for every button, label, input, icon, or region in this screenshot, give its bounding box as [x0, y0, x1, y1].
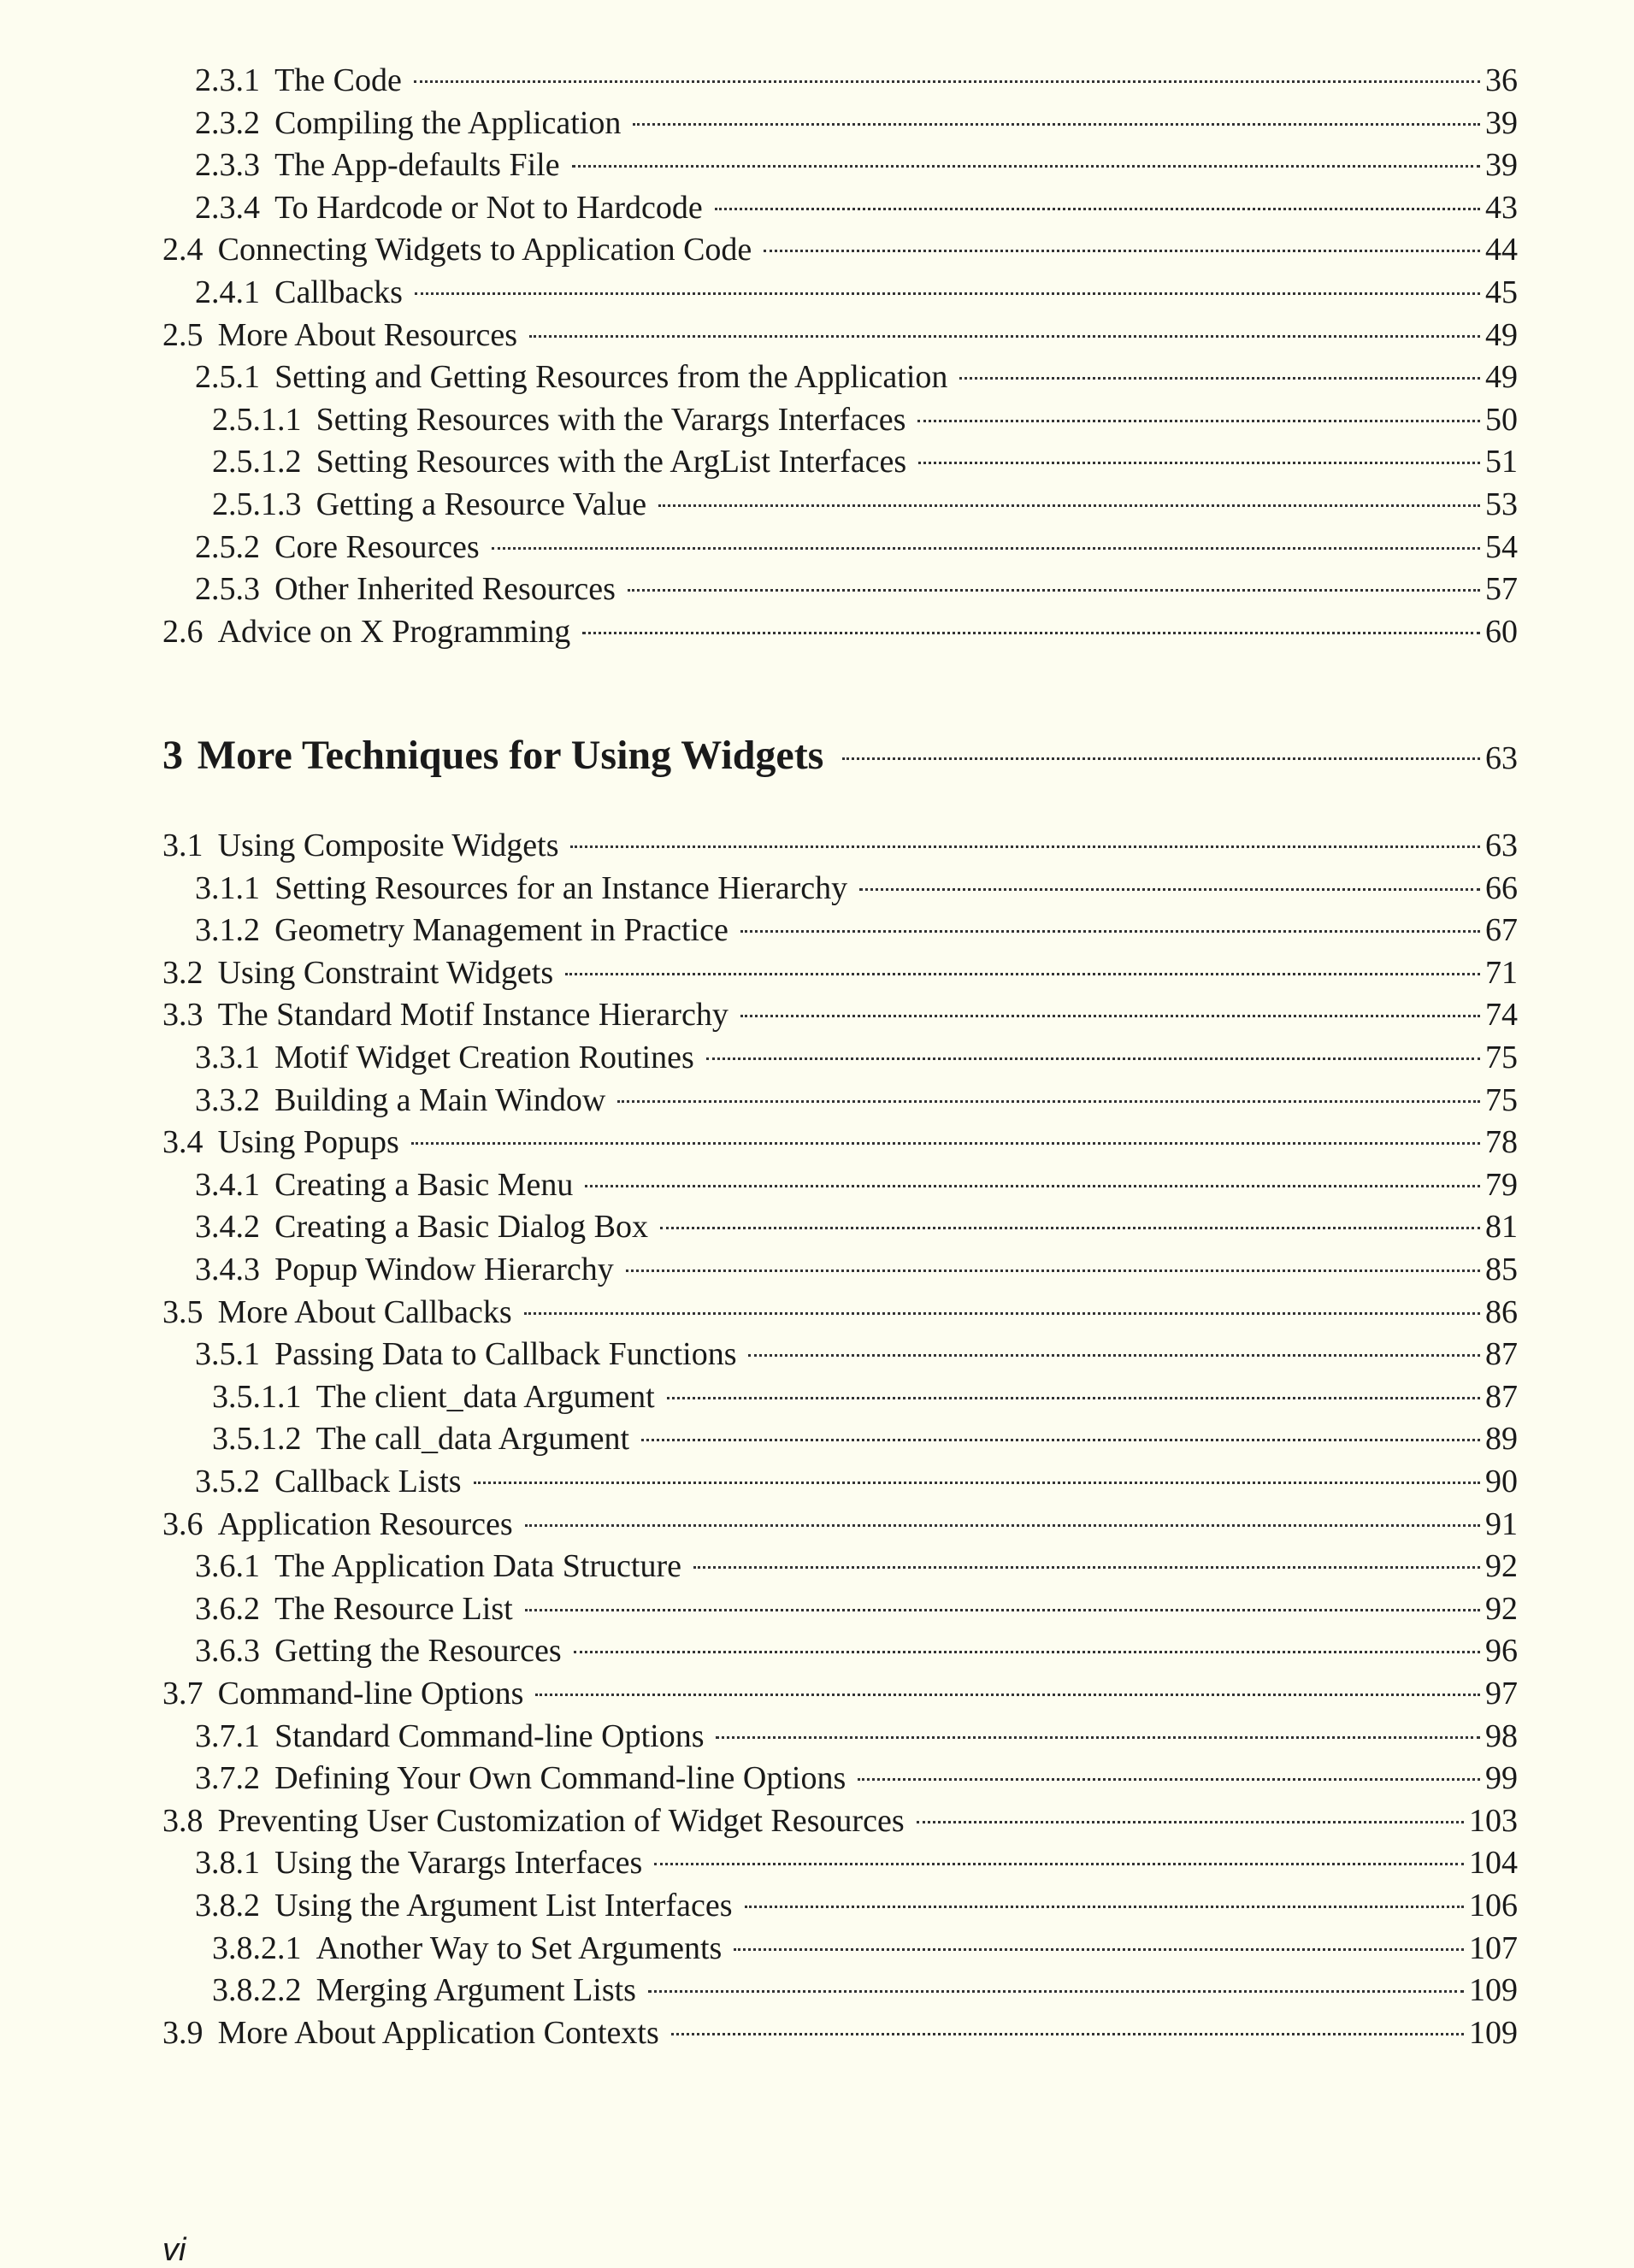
toc-entry-number: 2.3.3	[195, 147, 260, 184]
dot-leader	[693, 1566, 1480, 1569]
toc-entry-title: Using Constraint Widgets	[217, 954, 554, 991]
toc-entry-title: Another Way to Set Arguments	[316, 1929, 723, 1966]
dot-leader	[565, 973, 1480, 975]
toc-entry-title: To Hardcode or Not to Hardcode	[274, 189, 703, 226]
toc-entry-title: Callback Lists	[274, 1464, 462, 1499]
toc-entry-title: More About Callbacks	[217, 1293, 512, 1330]
dot-leader	[474, 1482, 1480, 1484]
dot-leader	[842, 757, 1480, 760]
toc-entry-number: 3.8.2	[195, 1888, 260, 1923]
dot-leader	[585, 1185, 1480, 1187]
page-folio: vi	[162, 2232, 186, 2268]
toc-entry[interactable]	[162, 1292, 1518, 1333]
toc-entry-page-number: 89	[1485, 1421, 1518, 1458]
toc-entry-page-number: 85	[1485, 1252, 1518, 1287]
dot-leader	[917, 1821, 1464, 1823]
toc-entry[interactable]	[162, 229, 1518, 270]
dot-leader	[648, 1990, 1464, 1993]
toc-entry-page-number: 57	[1485, 571, 1518, 608]
chapter-title: More Techniques for Using Widgets	[197, 733, 824, 778]
toc-entry[interactable]	[195, 1249, 1518, 1290]
dot-leader	[628, 589, 1480, 592]
toc-entry-page-number: 87	[1485, 1336, 1518, 1373]
dot-leader	[917, 420, 1480, 422]
toc-entry[interactable]	[195, 356, 1518, 398]
toc-entry-number: 3.5.2	[195, 1464, 260, 1499]
toc-entry-page-number: 91	[1485, 1505, 1518, 1542]
toc-entry-page-number: 109	[1469, 2014, 1518, 2051]
dot-leader	[525, 1609, 1480, 1611]
dot-leader	[671, 2033, 1464, 2035]
toc-entry-number: 3.2	[162, 954, 204, 991]
toc-entry-number: 3.6.3	[195, 1633, 260, 1670]
toc-entry[interactable]	[162, 611, 1518, 652]
toc-entry-page-number: 104	[1469, 1845, 1518, 1882]
toc-entry[interactable]	[212, 1376, 1518, 1417]
toc-entry-number: 3.5.1.2	[212, 1421, 302, 1458]
toc-entry-number: 2.3.4	[195, 189, 260, 226]
dot-leader	[658, 504, 1480, 507]
toc-entry-number: 3.4.1	[195, 1166, 260, 1203]
toc-entry-page-number: 49	[1485, 316, 1518, 353]
toc-entry[interactable]	[162, 1800, 1518, 1841]
toc-entry-number: 3.5.1	[195, 1336, 260, 1373]
dot-leader	[570, 845, 1480, 848]
toc-entry-title: Creating a Basic Dialog Box	[274, 1209, 649, 1246]
toc-entry-title: Standard Command-line Options	[274, 1717, 705, 1754]
toc-entry-title: More About Resources	[217, 316, 517, 353]
toc-entry-number: 2.3.2	[195, 104, 260, 141]
toc-entry-page-number: 74	[1485, 997, 1518, 1034]
toc-entry-page-number: 92	[1485, 1590, 1518, 1627]
toc-entry-page-number: 39	[1485, 147, 1518, 184]
dot-leader	[574, 1651, 1480, 1653]
toc-entry[interactable]	[195, 1461, 1518, 1502]
toc-entry-title: Setting and Getting Resources from the Application	[274, 359, 948, 396]
toc-entry[interactable]	[195, 1630, 1518, 1671]
toc-entry[interactable]	[195, 1716, 1518, 1757]
dot-leader	[535, 1694, 1480, 1696]
toc-entry[interactable]	[195, 1842, 1518, 1883]
dot-leader	[667, 1397, 1480, 1399]
toc-entry[interactable]	[212, 1418, 1518, 1459]
toc-entry[interactable]	[195, 1546, 1518, 1587]
toc-entry-page-number: 87	[1485, 1378, 1518, 1415]
toc-entry-number: 3.3.1	[195, 1040, 260, 1075]
toc-entry[interactable]	[195, 1885, 1518, 1926]
toc-entry-title: The Resource List	[274, 1590, 513, 1627]
toc-entry[interactable]	[195, 1164, 1518, 1205]
toc-entry[interactable]	[195, 272, 1518, 313]
toc-entry[interactable]	[195, 1206, 1518, 1247]
toc-entry-number: 3.4	[162, 1124, 204, 1161]
dot-leader	[740, 930, 1480, 933]
dot-leader	[748, 1354, 1480, 1357]
toc-entry-title: Getting the Resources	[274, 1633, 562, 1670]
dot-leader	[641, 1439, 1480, 1441]
toc-entry-number: 3.6.1	[195, 1548, 260, 1585]
toc-entry-title: More About Application Contexts	[217, 2014, 659, 2051]
toc-entry-number: 3.8.1	[195, 1845, 260, 1882]
dot-leader	[524, 1312, 1480, 1315]
toc-entry-number: 3.7.1	[195, 1717, 260, 1754]
toc-entry-title: Defining Your Own Command-line Options	[274, 1760, 846, 1797]
toc-entry-number: 2.6	[162, 613, 204, 650]
toc-entry-title: The App-defaults File	[274, 147, 560, 184]
toc-entry-page-number: 99	[1485, 1760, 1518, 1797]
dot-leader	[740, 1015, 1480, 1017]
dot-leader	[745, 1906, 1465, 1908]
dot-leader	[715, 208, 1480, 210]
chapter-page-number: 63	[1485, 740, 1518, 776]
toc-entry-title: Building a Main Window	[274, 1081, 606, 1118]
toc-entry-number: 3.3	[162, 997, 204, 1034]
toc-entry-number: 2.5.1.2	[212, 444, 302, 480]
toc-entry-title: The Code	[274, 62, 402, 98]
toc-entry[interactable]	[195, 568, 1518, 610]
toc-entry-title: Merging Argument Lists	[316, 1972, 636, 2009]
dot-leader	[858, 1778, 1480, 1781]
toc-entry-title: Creating a Basic Menu	[274, 1166, 574, 1203]
toc-entry-title: The call_data Argument	[316, 1421, 630, 1458]
dot-leader	[529, 335, 1480, 338]
dot-leader	[525, 1524, 1480, 1527]
toc-entry-page-number: 45	[1485, 274, 1518, 310]
toc-entry-title: Getting a Resource Value	[316, 486, 647, 522]
toc-entry-page-number: 75	[1485, 1081, 1518, 1118]
toc-entry-number: 2.3.1	[195, 62, 260, 98]
toc-entry-page-number: 96	[1485, 1633, 1518, 1670]
toc-entry-number: 3.7.2	[195, 1760, 260, 1797]
toc-entry-title: Connecting Widgets to Application Code	[217, 232, 752, 268]
toc-entry-page-number: 50	[1485, 401, 1518, 438]
toc-entry[interactable]	[195, 60, 1518, 101]
toc-entry-number: 3.1	[162, 828, 204, 863]
toc-entry-number: 2.4.1	[195, 274, 260, 310]
toc-entry-page-number: 79	[1485, 1166, 1518, 1203]
toc-entry-number: 2.5.2	[195, 528, 260, 565]
toc-entry[interactable]	[195, 103, 1518, 144]
toc-entry-title: Using Composite Widgets	[217, 828, 559, 863]
toc-entry-title: Other Inherited Resources	[274, 571, 616, 608]
toc-entry-number: 3.8.2.2	[212, 1972, 302, 2009]
toc-entry-page-number: 49	[1485, 359, 1518, 396]
toc-entry[interactable]	[195, 527, 1518, 568]
dot-leader	[626, 1269, 1480, 1272]
chapter-heading[interactable]	[162, 728, 1518, 783]
toc-entry-page-number: 63	[1485, 828, 1518, 863]
toc-entry-page-number: 44	[1485, 232, 1518, 268]
toc-entry[interactable]	[212, 1970, 1518, 2011]
toc-entry-page-number: 78	[1485, 1124, 1518, 1161]
toc-entry-title: Geometry Management in Practice	[274, 912, 729, 949]
dot-leader	[617, 1100, 1480, 1103]
toc-entry-number: 3.7	[162, 1676, 204, 1711]
toc-entry-title: The Application Data Structure	[274, 1548, 682, 1585]
toc-entry[interactable]	[195, 144, 1518, 186]
toc-entry-title: Command-line Options	[217, 1676, 524, 1711]
toc-entry[interactable]	[162, 2012, 1518, 2053]
toc-entry-number: 3.1.2	[195, 912, 260, 949]
dot-leader	[414, 80, 1480, 83]
dot-leader	[654, 1863, 1464, 1865]
toc-entry-title: Motif Widget Creation Routines	[274, 1040, 694, 1075]
toc-entry-page-number: 90	[1485, 1464, 1518, 1499]
dot-leader	[582, 632, 1480, 634]
toc-entry-number: 2.5.1	[195, 359, 260, 396]
toc-entry[interactable]	[212, 399, 1518, 440]
toc-entry[interactable]	[195, 1080, 1518, 1121]
toc-entry-number: 3.3.2	[195, 1081, 260, 1118]
toc-entry-page-number: 103	[1469, 1802, 1518, 1839]
toc-entry-page-number: 107	[1469, 1929, 1518, 1966]
toc-entry-number: 2.5.3	[195, 571, 260, 608]
toc-entry-number: 3.6	[162, 1505, 204, 1542]
dot-leader	[734, 1948, 1464, 1951]
toc-entry-number: 3.5	[162, 1293, 204, 1330]
toc-entry-number: 3.8.2.1	[212, 1929, 302, 1966]
toc-entry-title: Setting Resources with the ArgList Interfaces	[316, 444, 907, 480]
toc-entry-title: Preventing User Customization of Widget Resources	[217, 1802, 905, 1839]
toc-entry-title: The client_data Argument	[316, 1378, 655, 1415]
toc-entry-number: 3.1.1	[195, 869, 260, 906]
toc-entry[interactable]	[162, 1122, 1518, 1163]
toc-entry[interactable]	[212, 1928, 1518, 1969]
toc-entry-number: 2.5.1.3	[212, 486, 302, 522]
toc-entry-number: 3.6.2	[195, 1590, 260, 1627]
toc-entry[interactable]	[212, 484, 1518, 525]
dot-leader	[660, 1227, 1480, 1229]
toc-entry-title: Using Popups	[217, 1124, 399, 1161]
dot-leader	[859, 888, 1480, 891]
toc-entry-page-number: 39	[1485, 104, 1518, 141]
toc-entry-page-number: 98	[1485, 1717, 1518, 1754]
toc-entry-number: 2.5.1.1	[212, 401, 302, 438]
toc-entry[interactable]	[195, 1588, 1518, 1629]
toc-entry-page-number: 109	[1469, 1972, 1518, 2009]
toc-entry[interactable]	[195, 868, 1518, 909]
toc-entry[interactable]	[195, 910, 1518, 951]
toc-entry-page-number: 51	[1485, 444, 1518, 480]
toc-entry-title: Core Resources	[274, 528, 480, 565]
toc-entry-page-number: 53	[1485, 486, 1518, 522]
toc-entry-number: 2.4	[162, 232, 204, 268]
toc-entry-title: Application Resources	[217, 1505, 513, 1542]
toc-entry-title: Passing Data to Callback Functions	[274, 1336, 737, 1373]
toc-entry[interactable]	[195, 1758, 1518, 1799]
toc-entry-page-number: 54	[1485, 528, 1518, 565]
toc-entry-title: Using the Varargs Interfaces	[274, 1845, 643, 1882]
toc-entry-number: 3.5.1.1	[212, 1378, 302, 1415]
toc-entry[interactable]	[162, 825, 1518, 866]
toc-entry-title: Using the Argument List Interfaces	[274, 1888, 733, 1923]
toc-entry-page-number: 97	[1485, 1676, 1518, 1711]
toc-entry-number: 3.8	[162, 1802, 204, 1839]
chapter-number: 3	[162, 733, 183, 778]
dot-leader	[764, 250, 1480, 252]
dot-leader	[492, 547, 1480, 550]
toc-entry-number: 3.9	[162, 2014, 204, 2051]
toc-entry-page-number: 106	[1469, 1888, 1518, 1923]
toc-entry[interactable]	[162, 1504, 1518, 1545]
dot-leader	[633, 123, 1480, 126]
toc-entry-page-number: 86	[1485, 1293, 1518, 1330]
toc-entry-number: 3.4.2	[195, 1209, 260, 1246]
toc-entry-page-number: 60	[1485, 613, 1518, 650]
toc-entry-title: Setting Resources with the Varargs Interfaces	[316, 401, 906, 438]
toc-entry-page-number: 43	[1485, 189, 1518, 226]
toc-entry-page-number: 75	[1485, 1040, 1518, 1075]
toc-entry-page-number: 81	[1485, 1209, 1518, 1246]
dot-leader	[716, 1736, 1480, 1739]
toc-entry[interactable]	[195, 1334, 1518, 1375]
toc-entry-page-number: 67	[1485, 912, 1518, 949]
toc-entry-title: The Standard Motif Instance Hierarchy	[217, 997, 729, 1034]
dot-leader	[959, 377, 1480, 380]
toc-entry-page-number: 66	[1485, 869, 1518, 906]
toc-entry-page-number: 71	[1485, 954, 1518, 991]
toc-entry-title: Compiling the Application	[274, 104, 622, 141]
dot-leader	[411, 1142, 1480, 1145]
dot-leader	[706, 1057, 1480, 1060]
toc-entry[interactable]	[212, 441, 1518, 482]
toc-entry-number: 2.5	[162, 316, 204, 353]
dot-leader	[918, 462, 1480, 464]
toc-entry[interactable]	[195, 1037, 1518, 1078]
toc-entry[interactable]	[162, 1673, 1518, 1714]
toc-entry[interactable]	[162, 952, 1518, 993]
toc-entry-page-number: 36	[1485, 62, 1518, 98]
toc-entry-title: Setting Resources for an Instance Hierarchy	[274, 869, 848, 906]
toc-entry-number: 3.4.3	[195, 1252, 260, 1287]
dot-leader	[415, 292, 1480, 295]
toc-entry[interactable]	[195, 187, 1518, 228]
toc-entry-title: Popup Window Hierarchy	[274, 1252, 614, 1287]
toc-entry-title: Advice on X Programming	[217, 613, 571, 650]
toc-entry[interactable]	[162, 315, 1518, 356]
toc-entry-page-number: 92	[1485, 1548, 1518, 1585]
toc-entry[interactable]	[162, 994, 1518, 1035]
toc-entry-title: Callbacks	[274, 274, 403, 310]
dot-leader	[572, 165, 1480, 168]
